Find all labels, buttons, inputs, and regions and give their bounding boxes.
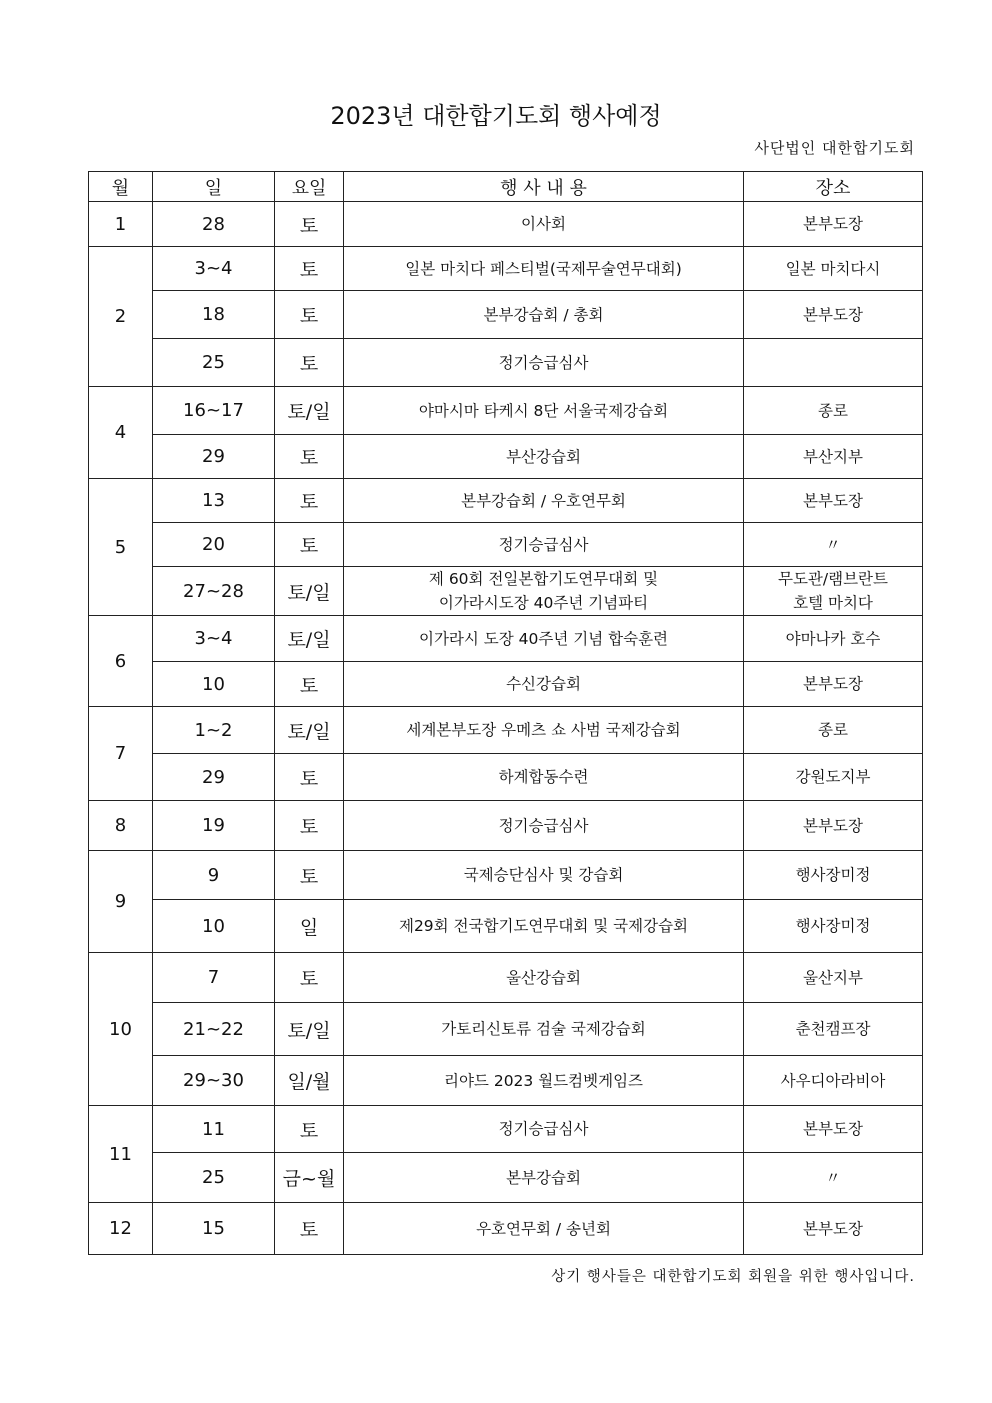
event-cell: 울산강습회 bbox=[344, 953, 744, 1003]
event-cell: 본부강습회 bbox=[344, 1153, 744, 1203]
table-row bbox=[89, 953, 923, 1003]
place-cell: 본부도장 bbox=[744, 801, 923, 851]
table-row bbox=[89, 247, 923, 291]
event-cell: 정기승급심사 bbox=[344, 1106, 744, 1153]
place-cell: 본부도장 bbox=[744, 291, 923, 339]
event-cell: 가토리신토류 검술 국제강습회 bbox=[344, 1003, 744, 1056]
weekday-cell: 토 bbox=[275, 801, 344, 851]
place-cell: 야마나카 호수 bbox=[744, 616, 923, 662]
table-row bbox=[89, 662, 923, 707]
table-row bbox=[89, 707, 923, 754]
weekday-cell: 토 bbox=[275, 291, 344, 339]
event-cell: 리야드 2023 월드컴벳게임즈 bbox=[344, 1056, 744, 1106]
event-cell: 일본 마치다 페스티벌(국제무술연무대회) bbox=[344, 247, 744, 291]
event-cell: 정기승급심사 bbox=[344, 523, 744, 567]
place-cell: 본부도장 bbox=[744, 202, 923, 247]
weekday-cell: 토 bbox=[275, 953, 344, 1003]
header-row bbox=[89, 172, 923, 202]
event-cell: 본부강습회 / 우호연무회 bbox=[344, 479, 744, 523]
day-cell: 18 bbox=[153, 291, 275, 339]
month-cell: 12 bbox=[89, 1203, 153, 1255]
place-cell: 〃 bbox=[744, 1153, 923, 1203]
place-cell: 본부도장 bbox=[744, 662, 923, 707]
place-cell: 사우디아라비아 bbox=[744, 1056, 923, 1106]
place-cell: 종로 bbox=[744, 387, 923, 435]
event-line-2: 이가라시도장 40주년 기념파티 bbox=[438, 594, 649, 612]
place-cell: 강원도지부 bbox=[744, 754, 923, 801]
place-cell bbox=[744, 339, 923, 387]
month-cell: 9 bbox=[89, 851, 153, 953]
table-row bbox=[89, 900, 923, 953]
weekday-cell: 일/월 bbox=[275, 1056, 344, 1106]
table-row bbox=[89, 479, 923, 523]
table-row bbox=[89, 851, 923, 900]
place-line-1: 무도관/램브란트 bbox=[777, 570, 889, 588]
day-cell: 3~4 bbox=[153, 616, 275, 662]
day-cell: 1~2 bbox=[153, 707, 275, 754]
event-cell: 수신강습회 bbox=[344, 662, 744, 707]
weekday-cell: 토 bbox=[275, 1106, 344, 1153]
place-cell: 춘천캠프장 bbox=[744, 1003, 923, 1056]
weekday-cell: 토 bbox=[275, 1203, 344, 1255]
day-cell: 29 bbox=[153, 435, 275, 479]
weekday-cell: 토/일 bbox=[275, 387, 344, 435]
event-line-1: 제 60회 전일본합기도연무대회 및 bbox=[428, 570, 659, 588]
day-cell: 11 bbox=[153, 1106, 275, 1153]
weekday-cell: 토 bbox=[275, 435, 344, 479]
weekday-cell: 일 bbox=[275, 900, 344, 953]
header-day: 일 bbox=[153, 172, 275, 202]
weekday-cell: 토 bbox=[275, 523, 344, 567]
day-cell: 29 bbox=[153, 754, 275, 801]
table-row bbox=[89, 801, 923, 851]
place-cell: 부산지부 bbox=[744, 435, 923, 479]
day-cell: 10 bbox=[153, 900, 275, 953]
place-cell: 본부도장 bbox=[744, 479, 923, 523]
place-cell: 본부도장 bbox=[744, 1203, 923, 1255]
weekday-cell: 토 bbox=[275, 754, 344, 801]
weekday-cell: 토 bbox=[275, 247, 344, 291]
event-cell: 본부강습회 / 총회 bbox=[344, 291, 744, 339]
day-cell: 27~28 bbox=[153, 567, 275, 616]
table-row bbox=[89, 523, 923, 567]
month-cell: 2 bbox=[89, 247, 153, 387]
event-cell: 야마시마 타케시 8단 서울국제강습회 bbox=[344, 387, 744, 435]
event-cell: 우호연무회 / 송년회 bbox=[344, 1203, 744, 1255]
day-cell: 19 bbox=[153, 801, 275, 851]
weekday-cell: 토 bbox=[275, 662, 344, 707]
day-cell: 28 bbox=[153, 202, 275, 247]
place-cell: 울산지부 bbox=[744, 953, 923, 1003]
place-cell: 〃 bbox=[744, 523, 923, 567]
header-event: 행 사 내 용 bbox=[344, 172, 744, 202]
event-cell: 정기승급심사 bbox=[344, 339, 744, 387]
header-weekday: 요일 bbox=[275, 172, 344, 202]
table-row bbox=[89, 435, 923, 479]
event-cell: 정기승급심사 bbox=[344, 801, 744, 851]
event-cell: 하계합동수련 bbox=[344, 754, 744, 801]
table-row bbox=[89, 1203, 923, 1255]
place-cell: 본부도장 bbox=[744, 1106, 923, 1153]
weekday-cell: 토 bbox=[275, 339, 344, 387]
table-row bbox=[89, 567, 923, 616]
event-cell bbox=[344, 567, 744, 616]
weekday-cell: 토 bbox=[275, 202, 344, 247]
day-cell: 21~22 bbox=[153, 1003, 275, 1056]
day-cell: 10 bbox=[153, 662, 275, 707]
page-title: 2023년 대한합기도회 행사예정 bbox=[330, 102, 662, 130]
weekday-cell: 금~월 bbox=[275, 1153, 344, 1203]
place-line-2: 호텔 마치다 bbox=[793, 594, 873, 612]
event-cell: 국제승단심사 및 강습회 bbox=[344, 851, 744, 900]
place-cell: 행사장미정 bbox=[744, 851, 923, 900]
table-row bbox=[89, 339, 923, 387]
day-cell: 15 bbox=[153, 1203, 275, 1255]
organization-name: 사단법인 대한합기도회 bbox=[754, 139, 915, 157]
event-cell: 세계본부도장 우메츠 쇼 사범 국제강습회 bbox=[344, 707, 744, 754]
weekday-cell: 토/일 bbox=[275, 707, 344, 754]
table-row bbox=[89, 387, 923, 435]
table-row bbox=[89, 1153, 923, 1203]
header-month: 월 bbox=[89, 172, 153, 202]
table-row bbox=[89, 291, 923, 339]
day-cell: 3~4 bbox=[153, 247, 275, 291]
place-cell: 일본 마치다시 bbox=[744, 247, 923, 291]
month-cell: 8 bbox=[89, 801, 153, 851]
day-cell: 25 bbox=[153, 1153, 275, 1203]
weekday-cell: 토 bbox=[275, 851, 344, 900]
month-cell: 5 bbox=[89, 479, 153, 616]
day-cell: 7 bbox=[153, 953, 275, 1003]
event-cell: 이가라시 도장 40주년 기념 합숙훈련 bbox=[344, 616, 744, 662]
event-cell: 부산강습회 bbox=[344, 435, 744, 479]
table-row bbox=[89, 754, 923, 801]
schedule-table bbox=[88, 171, 923, 1255]
month-cell: 10 bbox=[89, 953, 153, 1106]
day-cell: 9 bbox=[153, 851, 275, 900]
place-cell: 종로 bbox=[744, 707, 923, 754]
month-cell: 7 bbox=[89, 707, 153, 801]
day-cell: 25 bbox=[153, 339, 275, 387]
event-cell: 제29회 전국합기도연무대회 및 국제강습회 bbox=[344, 900, 744, 953]
weekday-cell: 토 bbox=[275, 479, 344, 523]
day-cell: 16~17 bbox=[153, 387, 275, 435]
day-cell: 13 bbox=[153, 479, 275, 523]
day-cell: 20 bbox=[153, 523, 275, 567]
footer-note: 상기 행사들은 대한합기도회 회원을 위한 행사입니다. bbox=[551, 1269, 915, 1285]
month-cell: 6 bbox=[89, 616, 153, 707]
weekday-cell: 토/일 bbox=[275, 616, 344, 662]
place-cell: 행사장미정 bbox=[744, 900, 923, 953]
month-cell: 1 bbox=[89, 202, 153, 247]
weekday-cell: 토/일 bbox=[275, 1003, 344, 1056]
table-row bbox=[89, 1056, 923, 1106]
day-cell: 29~30 bbox=[153, 1056, 275, 1106]
place-cell bbox=[744, 567, 923, 616]
event-cell: 이사회 bbox=[344, 202, 744, 247]
table-row bbox=[89, 616, 923, 662]
weekday-cell: 토/일 bbox=[275, 567, 344, 616]
month-cell: 4 bbox=[89, 387, 153, 479]
table-row bbox=[89, 202, 923, 247]
table-row bbox=[89, 1106, 923, 1153]
table-row bbox=[89, 1003, 923, 1056]
header-place: 장소 bbox=[744, 172, 923, 202]
month-cell: 11 bbox=[89, 1106, 153, 1203]
